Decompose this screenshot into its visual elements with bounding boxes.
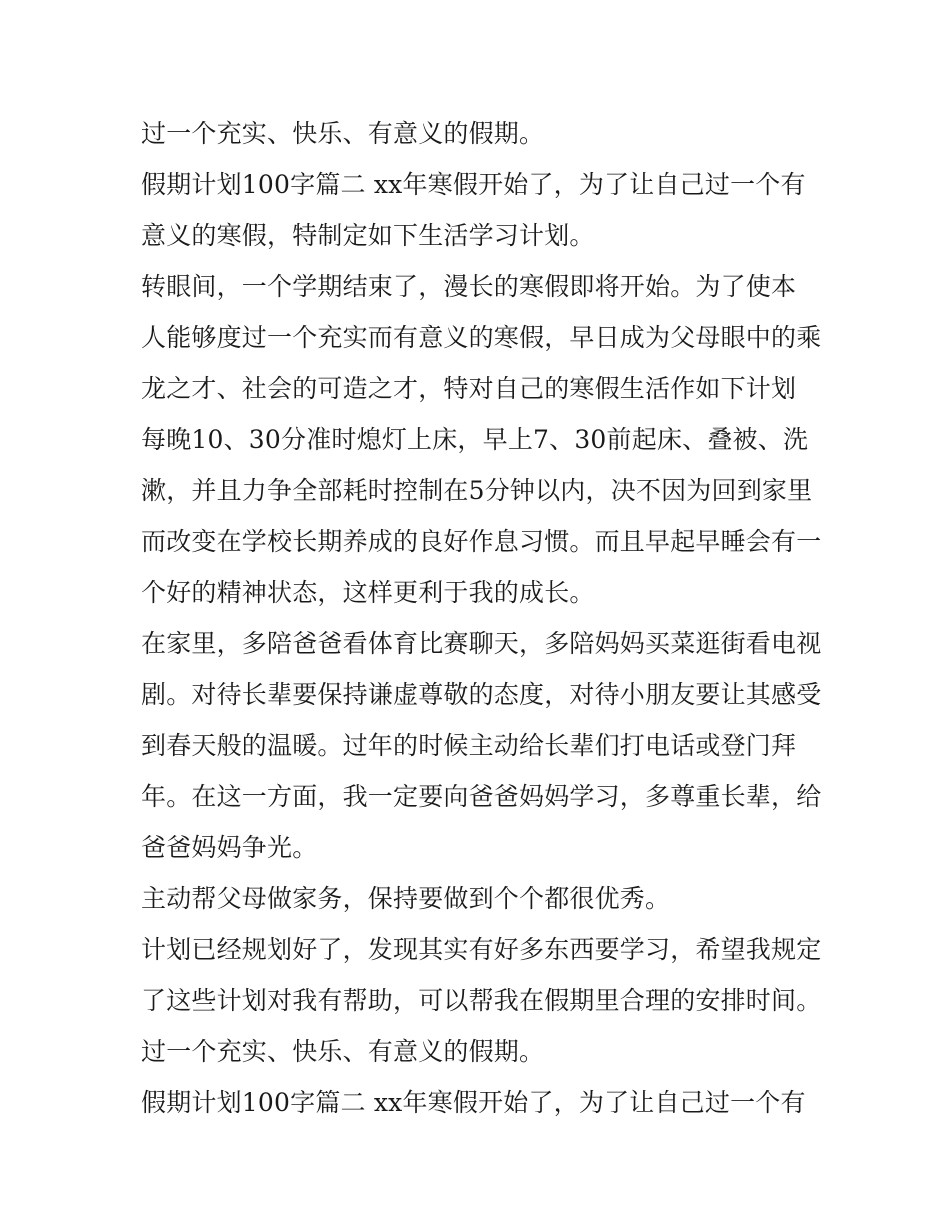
text-line: 到春天般的温暖。过年的时候主动给长辈们打电话或登门拜 (141, 731, 797, 760)
text-line: 了这些计划对我有帮助，可以帮我在假期里合理的安排时间。 (141, 986, 822, 1015)
text-line: 剧。对待长辈要保持谦虚尊敬的态度，对待小朋友要让其感受 (141, 680, 822, 709)
text-line: 假期计划100字篇二 xx年寒假开始了，为了让自己过一个有 (141, 1088, 806, 1117)
text-line: 龙之才、社会的可造之才，特对自己的寒假生活作如下计划 (141, 374, 797, 403)
text-line: 爸爸妈妈争光。 (141, 833, 318, 862)
text-line: 意义的寒假，特制定如下生活学习计划。 (141, 221, 595, 250)
document-body (141, 108, 821, 1128)
text-line: 每晚10、30分准时熄灯上床，早上7、30前起床、叠被、洗 (141, 425, 809, 454)
text-line: 主动帮父母做家务，保持要做到个个都很优秀。 (141, 884, 671, 913)
text-line: 在家里，多陪爸爸看体育比赛聊天，多陪妈妈买菜逛街看电视 (141, 629, 822, 658)
text-line: 人能够度过一个充实而有意义的寒假，早日成为父母眼中的乘 (141, 323, 822, 352)
text-line: 假期计划100字篇二 xx年寒假开始了，为了让自己过一个有 (141, 170, 806, 199)
text-line: 漱，并且力争全部耗时控制在5分钟以内，决不因为回到家里 (141, 476, 813, 505)
text-line: 计划已经规划好了，发现其实有好多东西要学习，希望我规定 (141, 935, 822, 964)
text-line: 转眼间，一个学期结束了，漫长的寒假即将开始。为了使本 (141, 272, 797, 301)
text-line: 过一个充实、快乐、有意义的假期。 (141, 1037, 545, 1066)
text-line: 过一个充实、快乐、有意义的假期。 (141, 119, 545, 148)
text-line: 而改变在学校长期养成的良好作息习惯。而且早起早睡会有一 (141, 527, 822, 556)
text-line: 年。在这一方面，我一定要向爸爸妈妈学习，多尊重长辈，给 (141, 782, 822, 811)
text-line: 个好的精神状态，这样更利于我的成长。 (141, 578, 595, 607)
